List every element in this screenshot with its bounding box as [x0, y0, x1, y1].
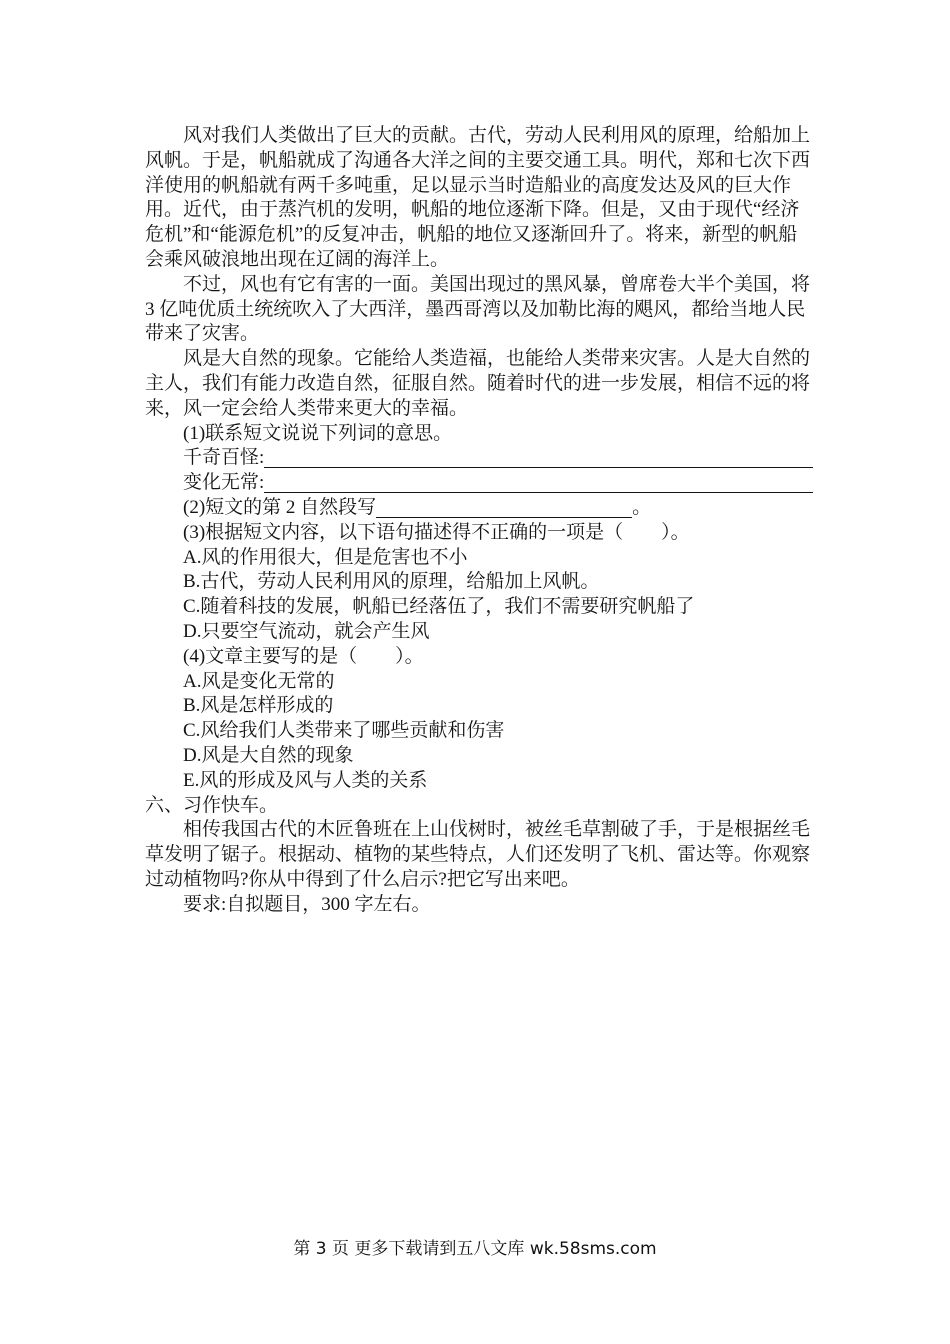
- question-4-option-a: A.风是变化无常的: [183, 670, 335, 692]
- passage-paragraph-1: 风对我们人类做出了巨大的贡献。古代，劳动人民利用风的原理，给船加上风帆。于是，帆船就成了沟通各大洋之间的主要交通工具。明代，郑和七次下西洋使用的帆船就有两千多吨重，足以显示当时造船业的高度发达及风的巨大作用。近代，由于蒸汽机的发明，帆船的地位逐渐下降。但是，又由于现代“经济危机”和“能源危机”的反复冲击，帆船的地位又逐渐回升了。将来，新型的帆船会乘风破浪地出现在辽阔的海洋上。: [145, 125, 811, 270]
- question-3-option-a: A.风的作用很大，但是危害也不小: [183, 546, 468, 568]
- answer-blank-term-1: [264, 446, 813, 468]
- definition-row-2: [145, 471, 813, 496]
- question-4-option-d: D.风是大自然的现象: [183, 744, 354, 766]
- question-3-option-d: D.只要空气流动，就会产生风: [183, 620, 430, 642]
- answer-blank-term-2: [264, 471, 813, 493]
- definition-row-1: [145, 446, 813, 471]
- section-6-prompt: 相传我国古代的木匠鲁班在上山伐树时，被丝毛草割破了手，于是根据丝毛草发明了锯子。根据动、植物的某些特点，人们还发明了飞机、雷达等。你观察过动植物吗?你从中得到了什么启示?把它写出来吧。: [145, 819, 811, 890]
- page-number: 第 3 页: [293, 1239, 350, 1259]
- question-1-label: (1)联系短文说说下列词的意思。: [183, 422, 453, 444]
- passage-paragraph-3: 风是大自然的现象。它能给人类造福，也能给人类带来灾害。人是大自然的主人，我们有能力改造自然，征服自然。随着时代的进一步发展，相信不远的将来，风一定会给人类带来更大的幸福。: [145, 348, 811, 419]
- question-4-option-c: C.风给我们人类带来了哪些贡献和伤害: [183, 720, 505, 742]
- question-3-label: (3)根据短文内容，以下语句描述得不正确的一项是（ ）。: [183, 521, 690, 543]
- section-6-heading: 六、习作快车。: [145, 794, 279, 816]
- document-content: [145, 124, 813, 918]
- download-note: 更多下载请到五八文库 wk.58sms.com: [354, 1239, 657, 1259]
- question-3-option-c: C.随着科技的发展，帆船已经落伍了，我们不需要研究帆船了: [183, 596, 695, 618]
- term-label-1: 千奇百怪:: [183, 447, 265, 469]
- passage-paragraph-2: 不过，风也有它有害的一面。美国出现过的黑风暴，曾席卷大半个美国，将 3 亿吨优质土统统吹入了大西洋，墨西哥湾以及加勒比海的飓风，都给当地人民带来了灾害。: [145, 273, 811, 345]
- question-4-option-b: B.风是怎样形成的: [183, 695, 334, 717]
- question-2-period: 。: [632, 496, 652, 518]
- page-footer: [0, 1238, 950, 1260]
- question-2-row: [145, 496, 813, 521]
- question-3-option-b: B.古代，劳动人民利用风的原理，给船加上风帆。: [183, 571, 600, 593]
- answer-blank-question-2: [376, 496, 632, 518]
- term-label-2: 变化无常:: [183, 472, 265, 494]
- question-2-text: (2)短文的第 2 自然段写: [183, 496, 377, 518]
- question-4-option-e: E.风的形成及风与人类的关系: [183, 769, 428, 791]
- question-4-label: (4)文章主要写的是（ ）。: [183, 645, 424, 667]
- section-6-requirement: 要求:自拟题目，300 字左右。: [183, 893, 431, 915]
